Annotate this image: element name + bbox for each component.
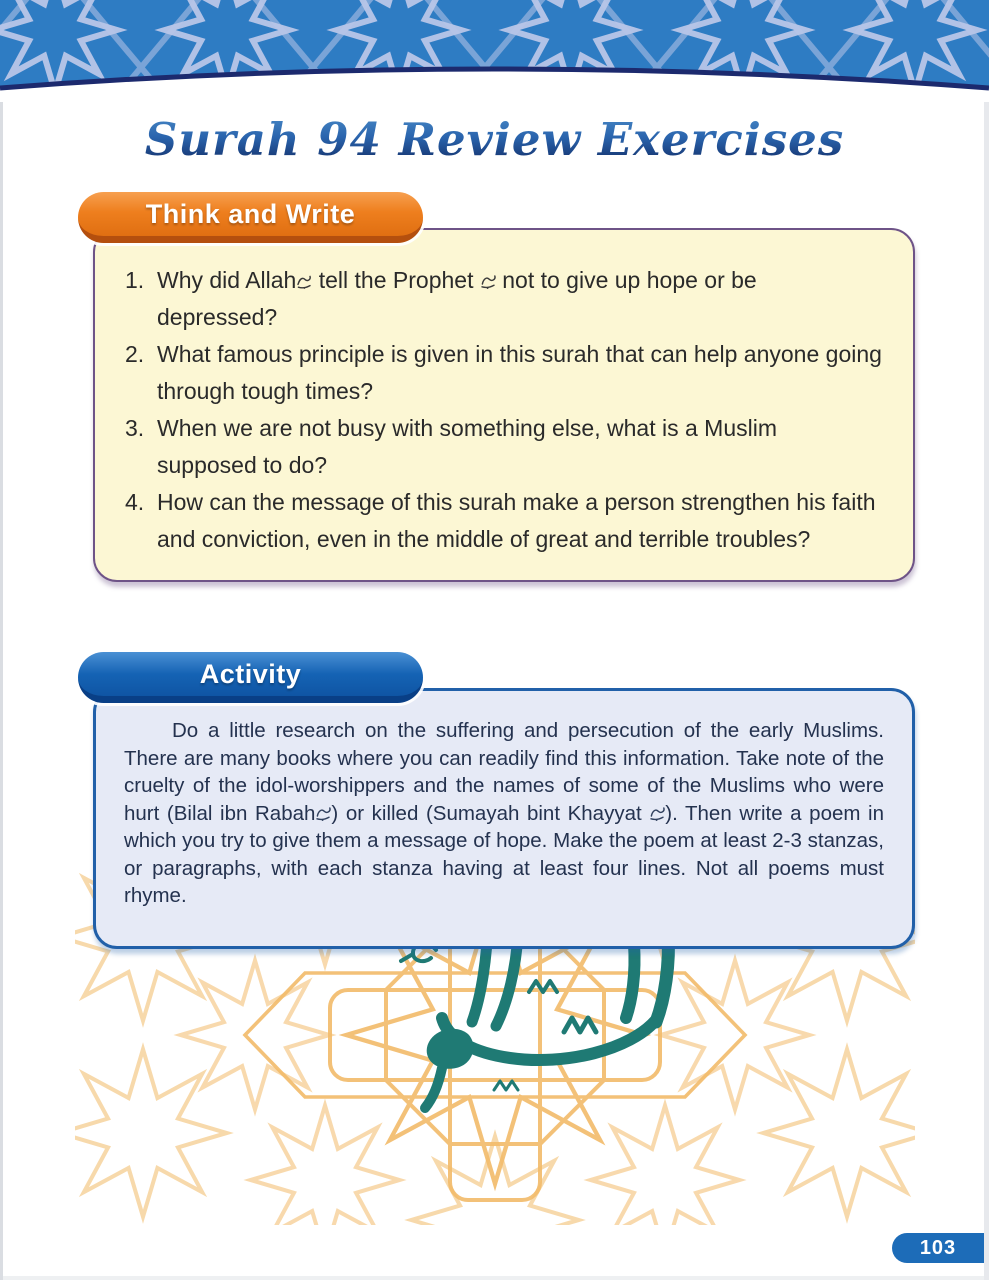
question-text	[157, 262, 883, 336]
question-number: 2.	[125, 341, 145, 367]
question-item	[125, 410, 883, 484]
question-item	[125, 262, 883, 336]
activity-text-segment: ) or killed (Sumayah bint Khayyat	[331, 801, 650, 825]
think-and-write-tab	[78, 192, 423, 243]
activity-paragraph	[124, 717, 884, 910]
question-text: What famous principle is given in this surah that can help anyone going through tough times?	[157, 341, 882, 404]
think-and-write-box	[93, 228, 915, 582]
activity-tab	[78, 652, 423, 703]
honorific-saw-icon	[480, 274, 496, 290]
activity-text-segment: Do a little research on the suffering and persecution of the early Muslims. There are many books where you can readily find this information. Take note of the cruelty of the idol-worshippers and the names of some of the Muslims who were hurt (Bilal ibn Rabah	[124, 719, 884, 825]
activity-tab-label: Activity	[199, 658, 302, 689]
question-item	[125, 484, 883, 558]
activity-section	[93, 658, 915, 949]
activity-box	[93, 688, 915, 949]
think-and-write-section	[93, 198, 915, 582]
question-text-segment: not to give up hope or be depressed?	[157, 267, 757, 330]
question-number: 4.	[125, 489, 145, 515]
think-and-write-tab-label: Think and Write	[145, 198, 356, 229]
page-title: Surah 94 Review Exercises	[0, 112, 989, 168]
page-number-badge: 103	[892, 1233, 984, 1263]
honorific-swt-icon	[296, 274, 312, 290]
question-text-segment: tell the Prophet	[312, 267, 480, 293]
honorific-ra-icon	[315, 806, 331, 822]
question-number: 3.	[125, 415, 145, 441]
question-number: 1.	[125, 267, 145, 293]
question-item	[125, 336, 883, 410]
honorific-ra-icon	[649, 806, 665, 822]
header-pattern	[0, 0, 989, 102]
question-text: How can the message of this surah make a person strengthen his faith and conviction, even in the middle of great and terrible troubles?	[157, 489, 876, 552]
question-text: When we are not busy with something else, what is a Muslim supposed to do?	[157, 415, 777, 478]
question-text-segment: Why did Allah	[157, 267, 297, 293]
activity-text-segment: ). Then write a poem in which you try to give them a message of hope. Make the poem at least 2-3 stanzas, or paragraphs, with each stanza having at least four lines. Not all poems must rhyme.	[124, 801, 884, 907]
